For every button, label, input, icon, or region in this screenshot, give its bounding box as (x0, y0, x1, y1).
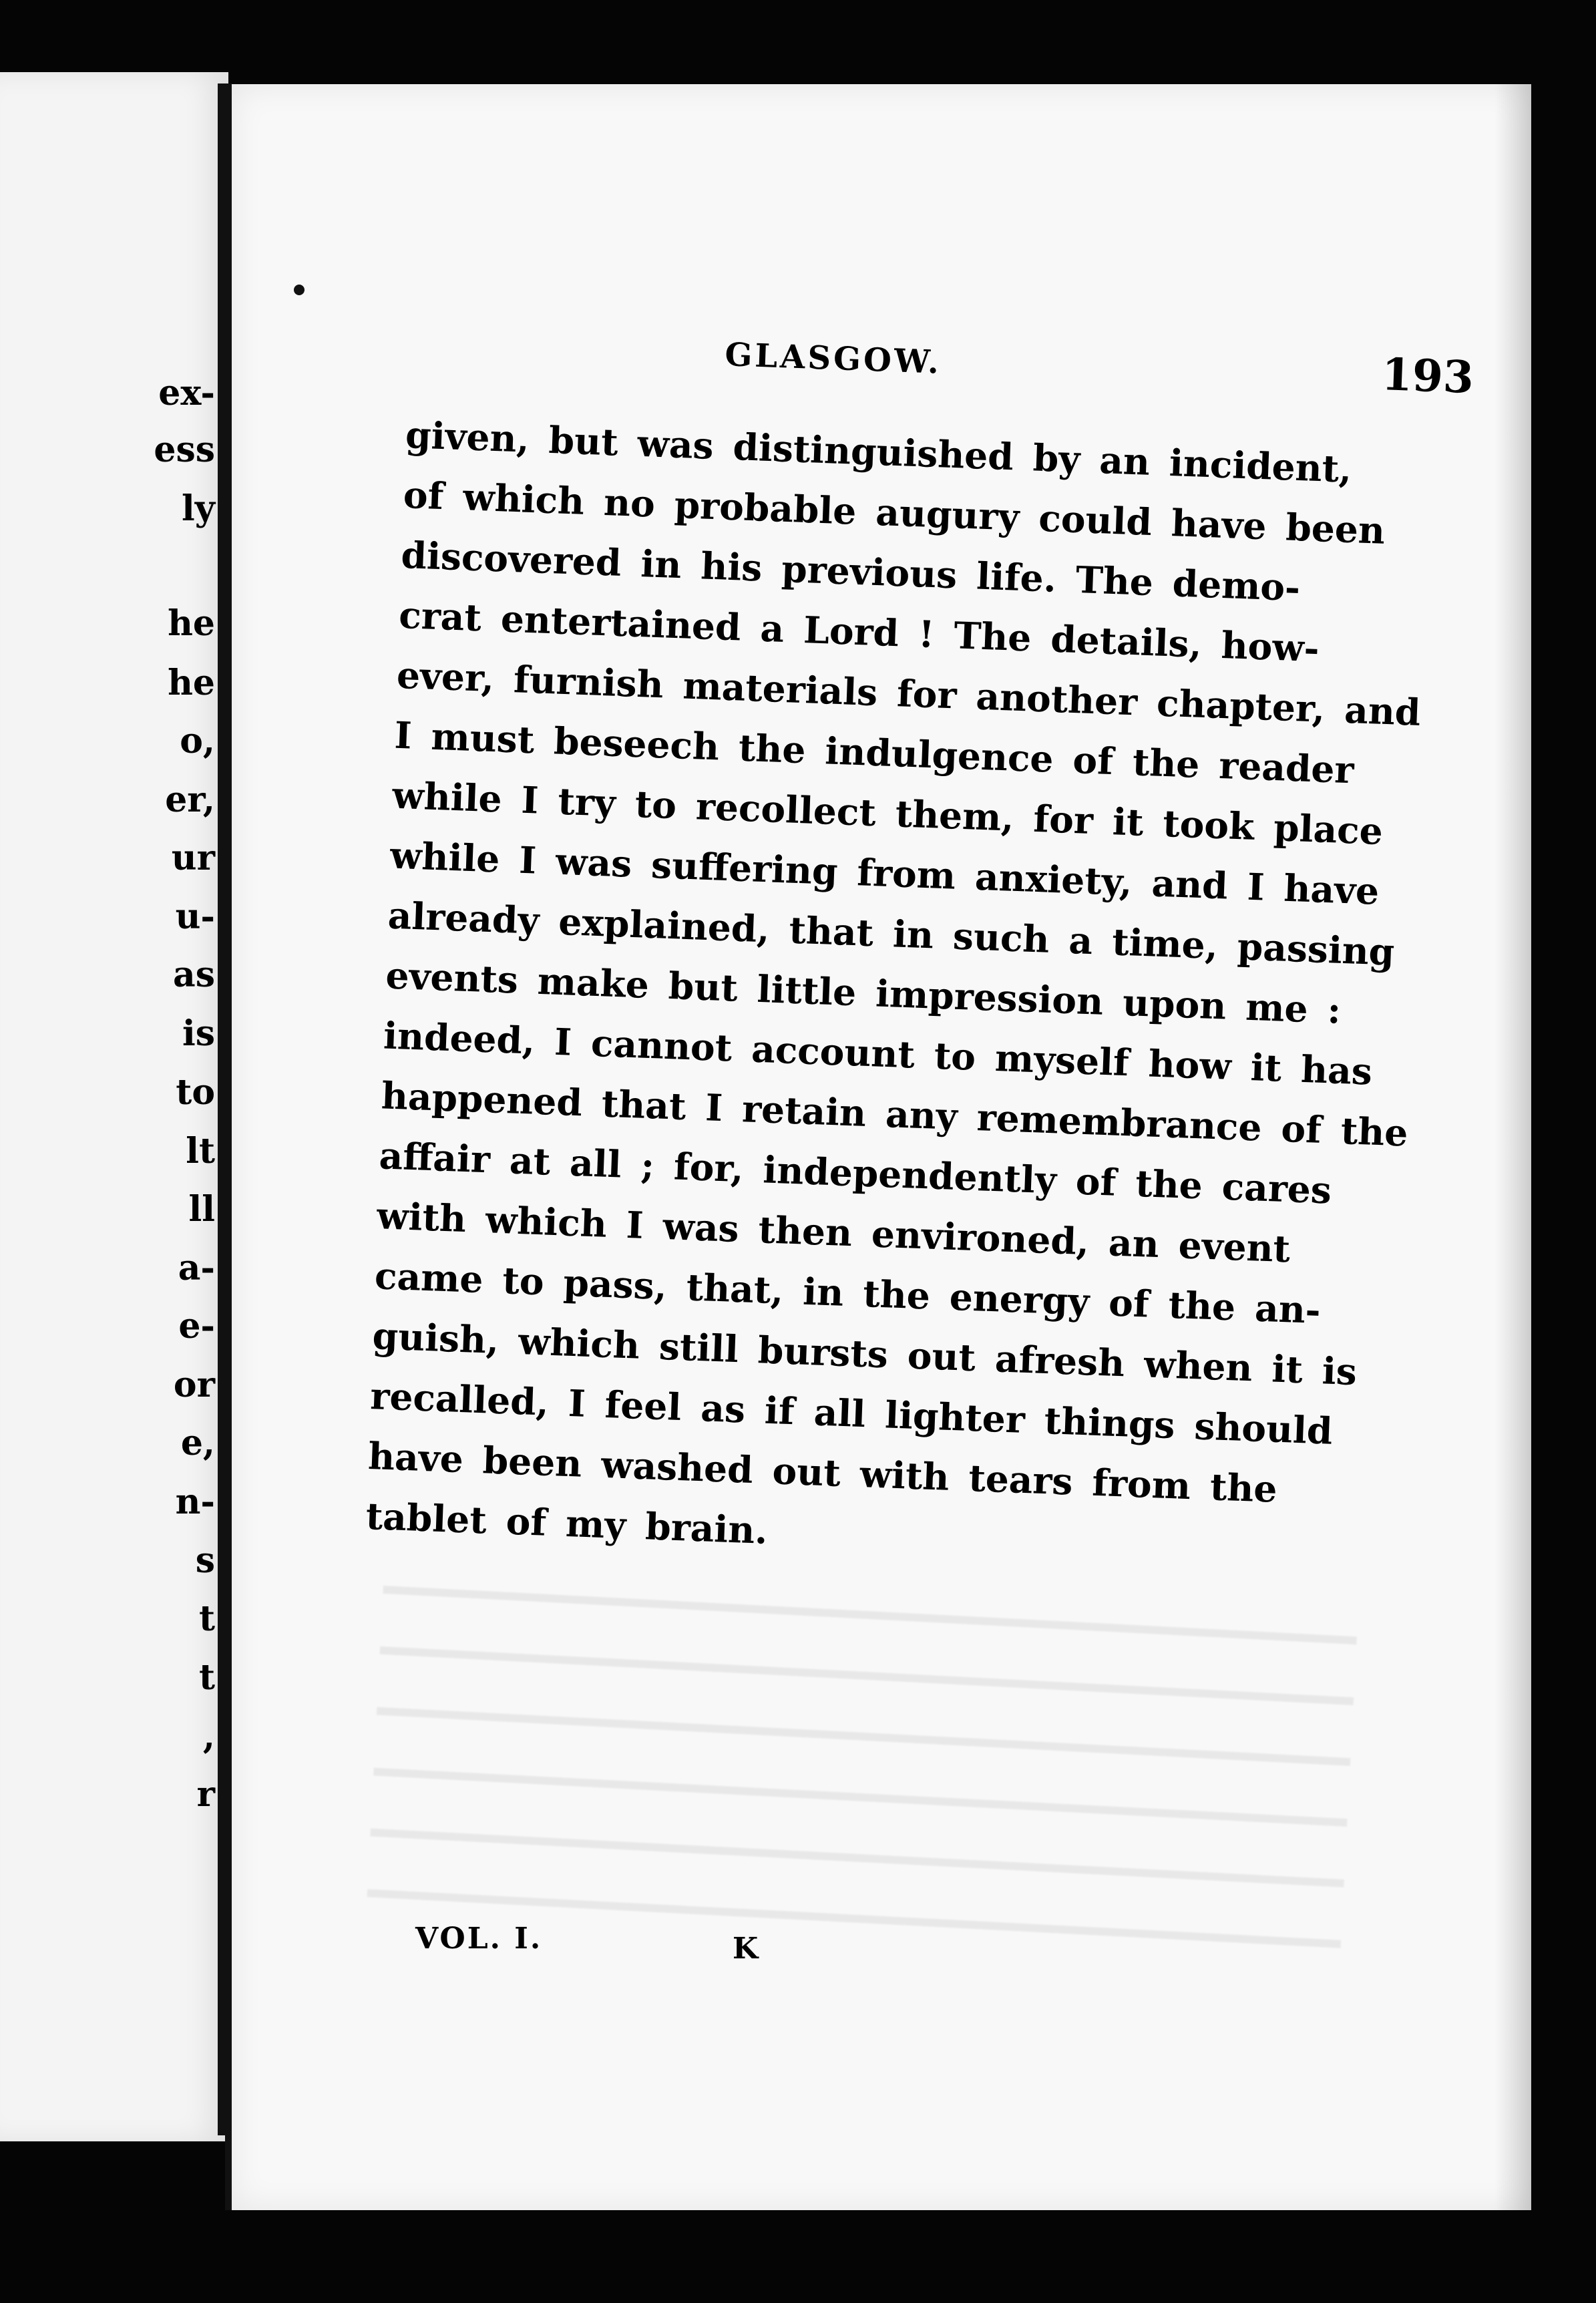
left-page-text-fragment: e- (178, 1306, 215, 1347)
text-line: have been washed out with tears from the (367, 1433, 1278, 1511)
right-page (225, 84, 1531, 2210)
left-page-text-fragment: ess (154, 429, 215, 470)
left-page-text-fragment: he (168, 663, 215, 703)
page-header (723, 328, 1473, 429)
text-line: happened that I retain any remembrance of the (380, 1073, 1409, 1155)
signature-mark: K (733, 1932, 759, 1966)
left-page-text-fragment: a- (178, 1248, 215, 1288)
left-page-text-fragment: o, (180, 721, 215, 761)
left-page-text-fragment: u- (175, 896, 215, 937)
text-line: indeed, I cannot account to myself how it has (383, 1013, 1373, 1093)
left-page-text-fragment: ex- (158, 373, 215, 413)
left-page-text-fragment: lt (186, 1131, 215, 1172)
left-page-text-fragment: er, (165, 779, 215, 820)
text-line: events make but little impression upon me : (385, 953, 1342, 1032)
text-line: came to pass, that, in the energy of the an- (374, 1254, 1322, 1333)
left-page (0, 72, 240, 2141)
text-line: recalled, I feel as if all lighter things should (369, 1374, 1334, 1453)
text-line: while I try to recollect them, for it took place (391, 773, 1384, 853)
text-line: while I was suffering from anxiety, and I have (389, 833, 1380, 913)
left-page-text-fragment: to (176, 1072, 215, 1113)
left-page-text-fragment: ur (171, 838, 215, 878)
body-text (365, 405, 1422, 1576)
text-line: I must beseech the indulgence of the reader (393, 713, 1355, 792)
left-page-text-fragment: e, (180, 1423, 215, 1463)
text-line: with which I was then environed, an event (376, 1194, 1291, 1271)
left-page-text-fragment: s (195, 1540, 215, 1581)
page-content (232, 84, 1531, 2210)
volume-signature: VOL. I. (415, 1922, 543, 1956)
left-page-text-fragment: ll (188, 1189, 215, 1230)
left-page-text-fragment: as (173, 954, 215, 995)
left-page-text-fragment: is (182, 1013, 215, 1054)
left-page-text-fragment: t (198, 1598, 215, 1639)
left-page-text-fragment: r (196, 1774, 215, 1815)
text-line: tablet of my brain. (365, 1493, 769, 1552)
text-line: ever, furnish materials for another chapter, and (395, 653, 1422, 734)
page-number: 193 (1380, 348, 1475, 404)
left-page-text-fragment: n- (175, 1481, 215, 1522)
text-line: affair at all ; for, independently of the cares (378, 1133, 1332, 1212)
text-line: given, but was distinguished by an incident, (405, 412, 1353, 491)
left-page-text-fragment: t (198, 1657, 215, 1698)
left-page-text-fragment: , (202, 1716, 215, 1757)
left-page-text-fragment: ly (182, 488, 215, 529)
left-page-text-fragment: he (168, 603, 215, 644)
text-line: guish, which still bursts out afresh when it is (371, 1314, 1358, 1394)
text-line: of which no probable augury could have been (402, 472, 1386, 552)
page-edge-shadow (1494, 84, 1531, 2210)
text-line: discovered in his previous life. The demo- (400, 532, 1302, 610)
text-line: crat entertained a Lord ! The details, how- (398, 592, 1320, 671)
running-head: GLASGOW. (724, 335, 942, 381)
text-line: already explained, that in such a time, passing (387, 893, 1396, 974)
left-page-text-fragment: or (173, 1365, 215, 1405)
ink-dot (294, 285, 305, 295)
